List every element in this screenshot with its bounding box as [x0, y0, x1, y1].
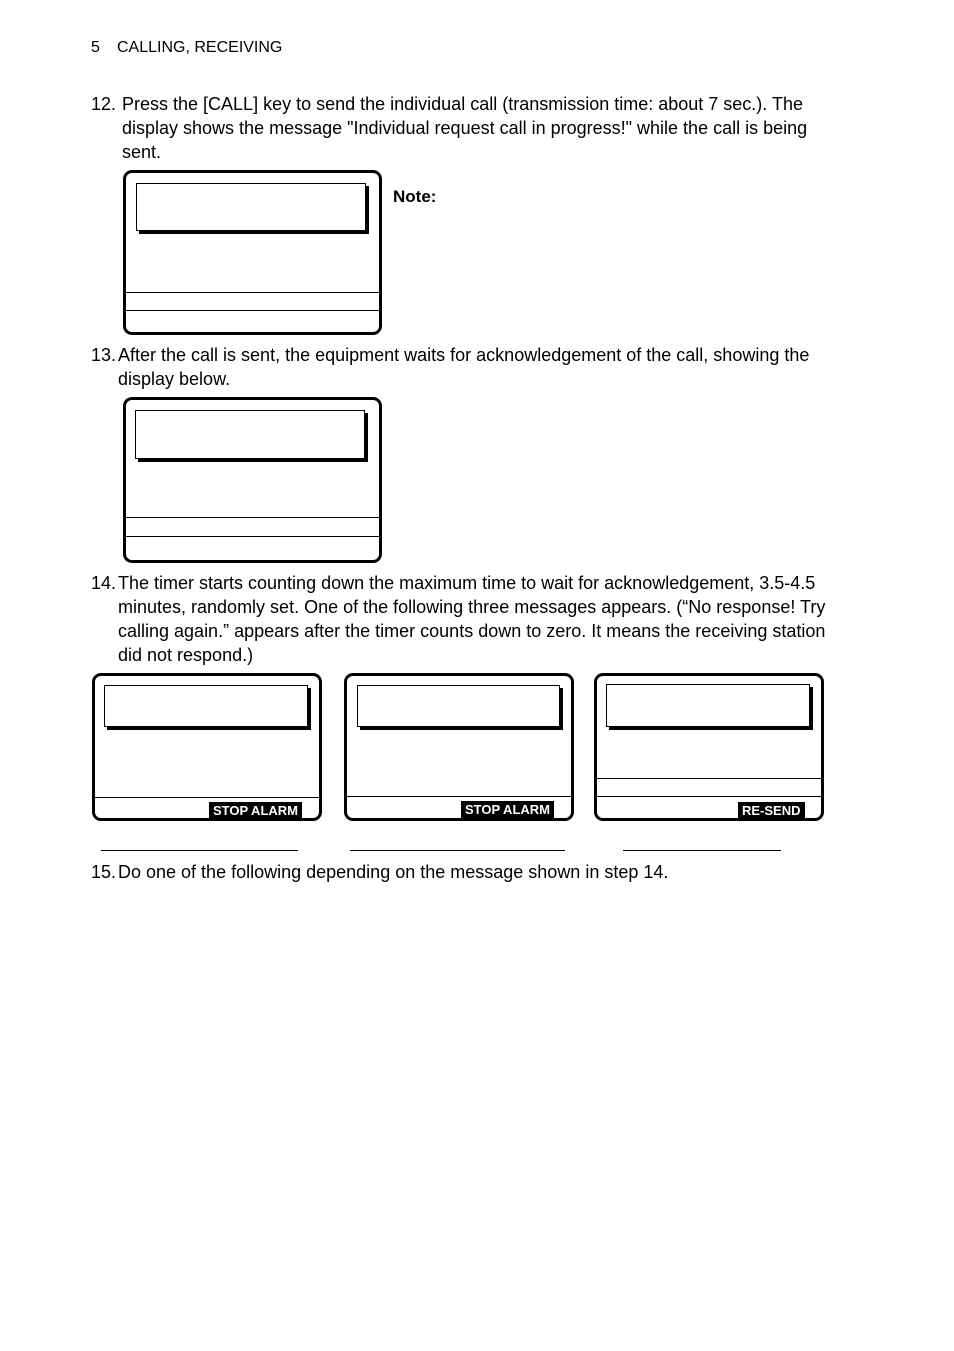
lcd-display-option-2: [344, 673, 574, 821]
note-label: Note:: [393, 187, 437, 206]
step-number: 14.: [91, 573, 117, 593]
caption-rule: [101, 850, 298, 851]
lcd-display-waiting: [123, 397, 382, 563]
lcd-divider: [597, 796, 821, 797]
resend-softkey[interactable]: RE-SEND: [738, 802, 805, 819]
step-number: 13.: [91, 345, 117, 365]
lcd-divider: [126, 517, 379, 518]
lcd-message-box: [135, 410, 365, 459]
stop-alarm-softkey[interactable]: STOP ALARM: [209, 802, 302, 819]
step-text: The timer starts counting down the maximum time to wait for acknowledgement, 3.5-4.5 minutes, randomly set. One of the following three messages appears. (“No response! Try calling again.” appears after the timer counts down to zero. It means the receiving station did not respond.): [118, 573, 826, 665]
lcd-divider: [347, 796, 571, 797]
lcd-message-box: [136, 183, 366, 231]
step-13: [91, 343, 841, 391]
stop-alarm-softkey[interactable]: STOP ALARM: [461, 801, 554, 818]
lcd-display-option-1: [92, 673, 322, 821]
lcd-divider: [597, 778, 821, 779]
lcd-message-box: [606, 684, 810, 727]
lcd-message-box: [357, 685, 560, 727]
lcd-display-option-3: [594, 673, 824, 821]
step-12: [91, 92, 841, 164]
lcd-divider: [95, 797, 319, 798]
caption-rule: [350, 850, 565, 851]
step-number: 15.: [91, 862, 117, 882]
step-text: Press the [CALL] key to send the individual call (transmission time: about 7 sec.). The display shows the message "Individual request call in progress!" while the call is being sent.: [122, 94, 808, 162]
caption-rule: [623, 850, 781, 851]
chapter-number: 5: [91, 39, 100, 56]
lcd-divider: [126, 536, 379, 537]
step-number: 12.: [91, 94, 117, 114]
lcd-divider: [126, 310, 379, 311]
lcd-message-box: [104, 685, 308, 727]
lcd-display-sending: [123, 170, 382, 335]
step-text: After the call is sent, the equipment waits for acknowledgement of the call, showing the display below.: [118, 345, 810, 389]
step-15: [91, 860, 841, 884]
step-14: [91, 571, 841, 667]
lcd-divider: [126, 292, 379, 293]
chapter-title: CALLING, RECEIVING: [117, 39, 283, 56]
step-text: Do one of the following depending on the message shown in step 14.: [118, 862, 669, 882]
page-header: [91, 39, 282, 57]
